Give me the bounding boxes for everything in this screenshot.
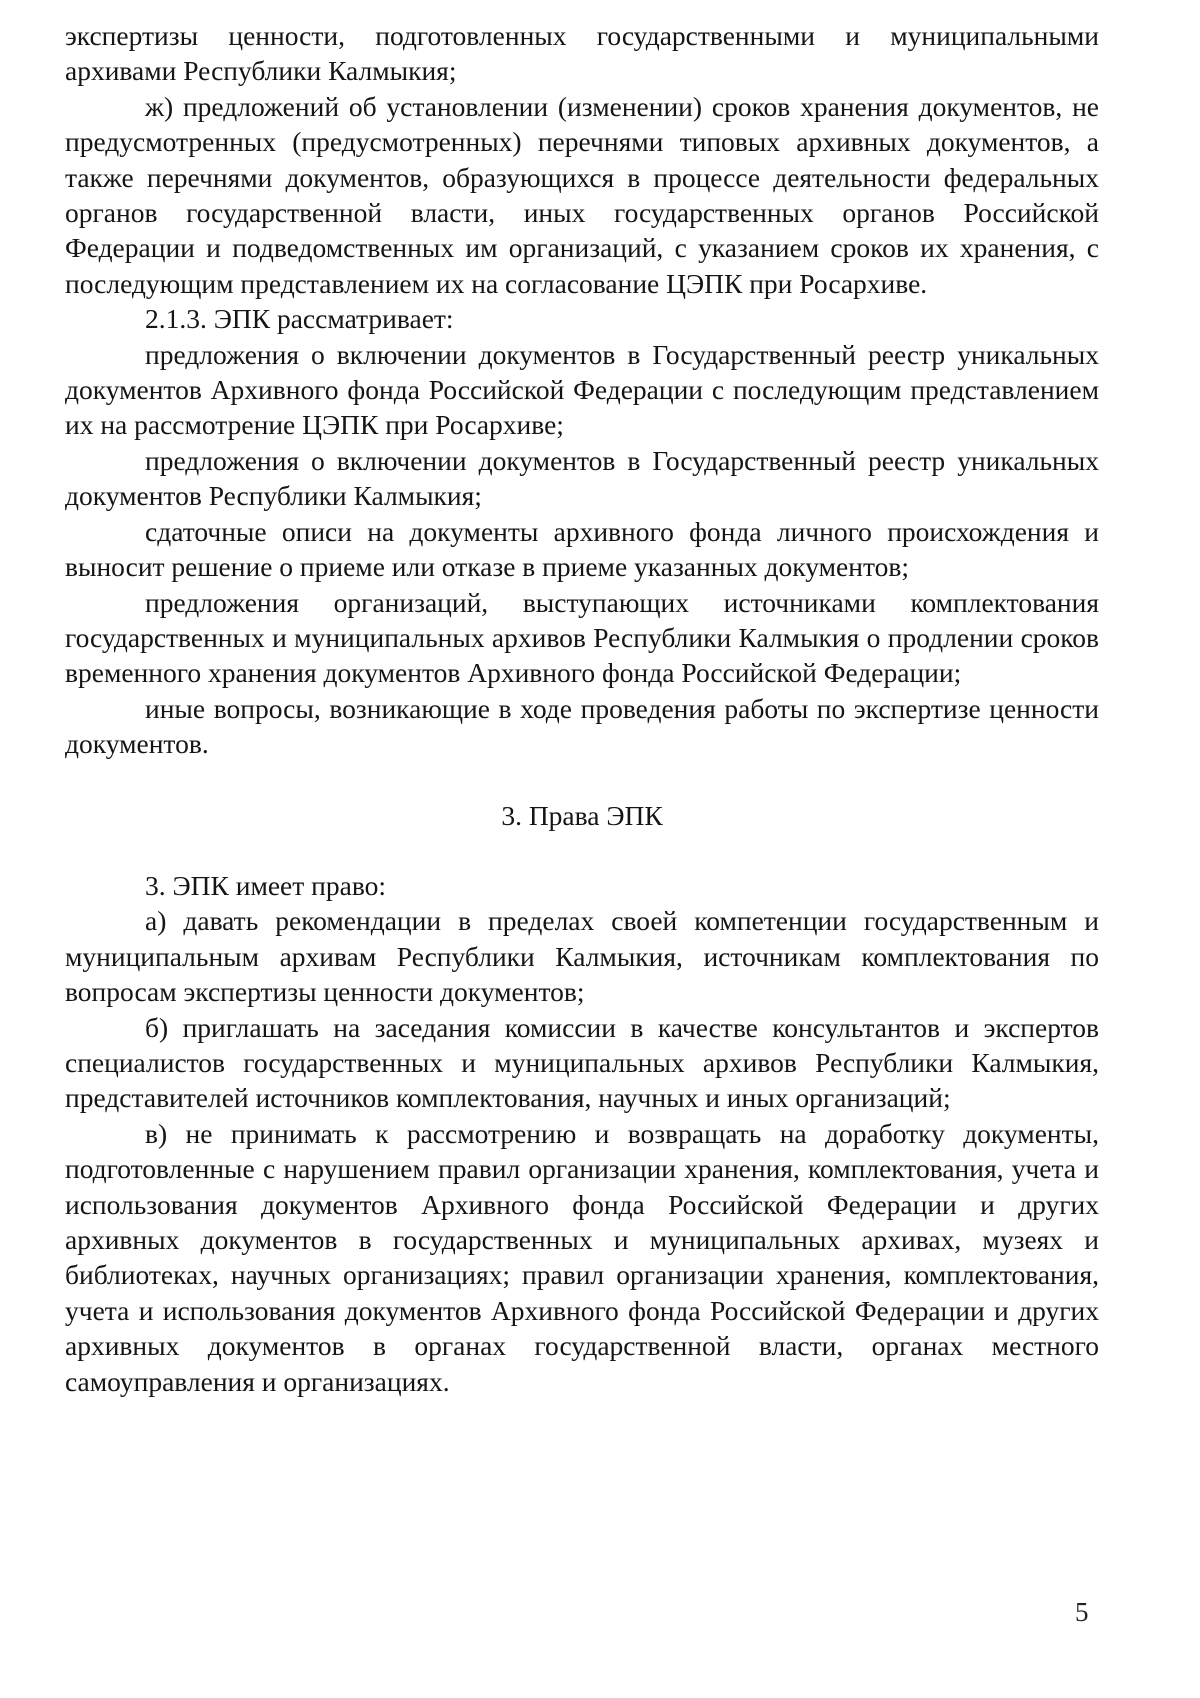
paragraph-4: предложения о включении документов в Государственный реестр уникальных документов Архивного фонда Российской Федерации с последующим представлением их на рассмотрение ЦЭПК при Росархиве; <box>65 338 1099 441</box>
section-paragraph-2: а) давать рекомендации в пределах своей компетенции государственным и муниципальным архивам Республики Калмыкия, источникам комплектования по вопросам экспертизы ценности документов; <box>65 905 1099 1008</box>
paragraph-5: предложения о включении документов в Государственный реестр уникальных документов Республики Калмыкия; <box>65 444 1099 512</box>
section-paragraph-1: 3. ЭПК имеет право: <box>145 869 387 901</box>
page-number: 5 <box>1075 1597 1089 1627</box>
spacer <box>65 762 1099 798</box>
paragraph-2: ж) предложений об установлении (изменении) сроков хранения документов, не предусмотренных (предусмотренных) перечнями типовых архивных документов, а также перечнями документов, образующихся в процессе деятельности федеральных органов государственной власти, иных государственных органов Российской Федерации и подведомственных им организаций, с указанием сроков их хранения, с последующим представлением их на согласование ЦЭПК при Росархиве. <box>65 90 1099 299</box>
paragraph-1: экспертизы ценности, подготовленных государственными и муниципальными архивами Республики Калмыкия; <box>65 20 1099 87</box>
paragraph-7: предложения организаций, выступающих источниками комплектования государственных и муниципальных архивов Республики Калмыкия о продлении сроков временного хранения документов Архивного фонда Российской Федерации; <box>65 586 1099 689</box>
section-paragraph-3: б) приглашать на заседания комиссии в качестве консультантов и экспертов специалистов государственных и муниципальных архивов Республики Калмыкия, представителей источников комплектования, научных и иных организаций; <box>65 1011 1099 1114</box>
section-paragraph-4: в) не принимать к рассмотрению и возвращать на доработку документы, подготовленные с нарушением правил организации хранения, комплектования, учета и использования документов Архивного фонда Российской Федерации и других архивных документов в государственных и муниципальных архивах, музеях и библиотеках, научных организациях; правил организации хранения, комплектования, учета и использования документов Архивного фонда Российской Федерации и других архивных документов в органах государственной власти, органах местного самоуправления и организациях. <box>65 1117 1099 1397</box>
section-heading: 3. Права ЭПК <box>501 799 663 831</box>
paragraph-6: сдаточные описи на документы архивного фонда личного происхождения и выносит решение о приеме или отказе в приеме указанных документов; <box>65 515 1099 583</box>
document-page <box>65 18 1099 1399</box>
spacer <box>65 833 1099 868</box>
paragraph-3: 2.1.3. ЭПК рассматривает: <box>145 303 454 335</box>
paragraph-8: иные вопросы, возникающие в ходе проведения работы по экспертизе ценности документов. <box>65 692 1099 760</box>
